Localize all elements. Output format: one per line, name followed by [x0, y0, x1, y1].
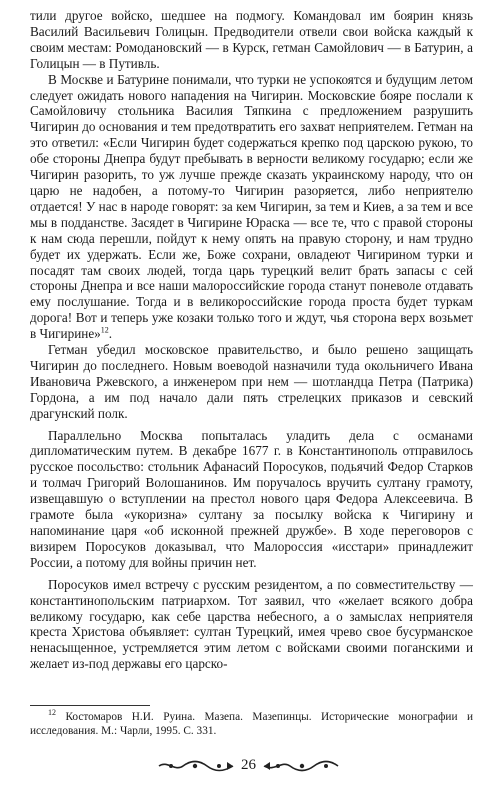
paragraph-4: Параллельно Москва попыталась уладить дела с османами дипломатическим путем. В декабре 1677 г. в Константинополь отправилось русское посольство: стольник Афанасий Поросуков, подьячий Федор Старков и толмач Григорий Волошанинов. Им поручалось вручить султану грамоту, извещавшую о вступлении на престол нового царя Федора Алексеевича. В грамоте была «укоризна» султану за посылку войска к Чигирину и напоминание царя «об исконной прежней дружбе». В ходе переговоров с визирем Поросуков доказывал, что Малороссия «исстари» принадлежит России, а потому для войны причин нет. [30, 427, 473, 570]
footnote-divider [30, 705, 150, 706]
paragraph-1: тили другое войско, шедшее на подмогу. Командовал им боярин князь Василий Васильевич Голицын. Предводители отвели свои войска каждый к своим местам: Ромодановский — в Курск, гетман Самойлович — в Батурин, а Голицын — в Путивль. [30, 8, 473, 71]
paragraph-2-text: В Москве и Батурине понимали, что турки не успокоятся и будущим летом следует ожидать нового нападения на Чигирин. Московские бояре послали к Самойловичу стольника Василия Тяпкина с предложением разрушить Чигирин до основания и тем предотвратить его захват неприятелем. Гетман на это ответил: «Если Чигирин будет содержаться крепко под царскою рукою, то обе стороны Днепра будут пребывать в верности великому государю; если же Чигирин разорить, то уж лучше прежде сказать украинскому народу, что он царю не надобен, а потому-то Чигирин разоряется, либо неприятелю отдается! У нас в народе говорят: за кем Чигирин, за тем и Киев, а за тем и все мы в подданстве. Засядет в Чигирине Юраска — все те, что с правой стороны к нам сюда перешли, пойдут к нему опять на правую сторону, и нам трудно будет их удержать. Если же, Боже сохрани, овладеют Чигирином турки и посадят там своих людей, тогда царь турецкий велит брать запасы с сей стороны Днепра и все наши малороссийские города станут поневоле отдавать ему послушание. Тогда и в великороссийские города проста будет туркам дорога! Вот и теперь уже козаки только того и ждут, чья сторона верх возьмет в Чигирине» [30, 71, 473, 342]
main-text [30, 8, 473, 672]
page-footer [0, 757, 497, 774]
left-ornament-icon [157, 758, 235, 774]
right-ornament-icon [262, 758, 340, 774]
paragraph-5: Поросуков имел встречу с русским резидентом, а по совместительству — константинопольским патриархом. Тот заявил, что «желает всякого добра великому государю, как себе царства небесного, а о замыслах неприятеля креста Христова объявляет: султан Турецкий, имея чрево свое бусурманское ненасыщенное, устремляется этим летом с войсками своими поганскими и желает из-под державы его царско- [30, 576, 473, 672]
footnote-marker: 12 [48, 708, 56, 718]
paragraph-3: Гетман убедил московское правительство, и было решено защищать Чигирин до последнего. Новым воеводой назначили туда окольничего Ивана Ивановича Ржевского, а инженером при нем — шотландца Петра (Патрика) Гордона, а им под начало дали пять стрелецких приказов и севский драгунский полк. [30, 342, 473, 421]
footnote [30, 705, 473, 738]
footnote-reference: 12 [100, 325, 109, 335]
footnote-text: Костомаров Н.И. Руина. Мазепа. Мазепинцы. Исторические монографии и исследования. М.: Чарли, 1995. С. 331. [30, 711, 473, 737]
page-number: 26 [241, 757, 256, 773]
paragraph-2: В Москве и Батурине понимали, что турки не успокоятся и будущим летом следует ожидать нового нападения на Чигирин. Московские бояре послали к Самойловичу стольника Василия Тяпкина с предложением разрушить Чигирин до основания и тем предотвратить его захват неприятелем. Гетман на это ответил: «Если Чигирин будет содержаться крепко под царскою рукою, то обе стороны Днепра будут пребывать в верности великому государю; если же Чигирин разорить, то уж лучше прежде сказать украинскому народу, что он царю не надобен, а потому-то Чигирин разоряется, либо неприятелю отдается! У нас в народе говорят: за кем Чигирин, за тем и Киев, а за тем и все мы в подданстве. Засядет в Чигирине Юраска — все те, что с правой стороны к нам сюда перешли, пойдут к нему опять на правую сторону, и нам трудно будет их удержать. Если же, Боже сохрани, овладеют Чигирином турки и посадят там своих людей, тогда царь турецкий велит брать запасы с сей стороны Днепра и все наши малороссийские города станут поневоле отдавать ему послушание. Тогда и в великороссийские города проста будет туркам дорога! Вот и теперь уже козаки только того и ждут, чья сторона верх возьмет в Чигирине»$^{12}$. [30, 71, 473, 342]
footnote-text-line [30, 710, 473, 738]
